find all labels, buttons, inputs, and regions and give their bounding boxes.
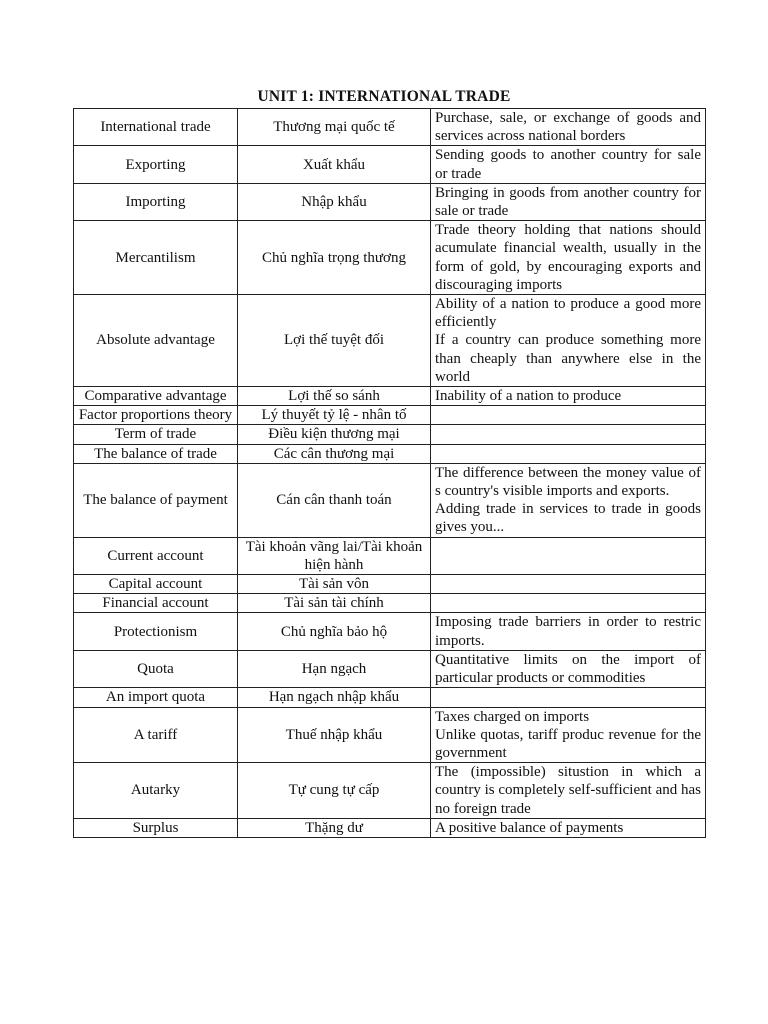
table-row: [74, 763, 706, 819]
definition-text: The (impossible) situstion in which a country is completely self-sufficient and has no foreign trade: [435, 764, 701, 817]
definition-text: Trade theory holding that nations should acumulate financial wealth, usually in the form of gold, by encouraging exports and discouraging imports: [435, 222, 701, 293]
definition-cell: [431, 613, 706, 650]
table-row: [74, 109, 706, 146]
definition-text: Purchase, sale, or exchange of goods and services across national borders: [435, 110, 701, 145]
vietnamese-cell: Lợi thế so sánh: [238, 387, 431, 406]
definition-cell: [431, 688, 706, 707]
table-row: [74, 818, 706, 837]
glossary-body: [74, 109, 706, 838]
table-row: [74, 463, 706, 537]
table-row: [74, 444, 706, 463]
term-cell: Capital account: [74, 575, 238, 594]
definition-cell: [431, 183, 706, 220]
table-row: [74, 537, 706, 574]
definition-cell: [431, 763, 706, 819]
term-cell: Exporting: [74, 146, 238, 183]
term-cell: Absolute advantage: [74, 295, 238, 387]
definition-text: Taxes charged on imports: [435, 708, 590, 725]
vietnamese-cell: Xuất khẩu: [238, 146, 431, 183]
definition-text: Bringing in goods from another country for sale or trade: [435, 184, 701, 220]
table-row: [74, 406, 706, 425]
definition-cell: [431, 406, 706, 425]
term-cell: Importing: [74, 183, 238, 220]
vietnamese-cell: Tài sản tài chính: [238, 594, 431, 613]
definition-cell: [431, 575, 706, 594]
definition-text: A positive balance of payments: [435, 819, 624, 836]
table-row: [74, 575, 706, 594]
term-cell: Factor proportions theory: [74, 406, 238, 425]
term-cell: Protectionism: [74, 613, 238, 650]
vietnamese-cell: Cán cân thanh toán: [238, 463, 431, 537]
definition-cell: [431, 109, 706, 146]
page-title: UNIT 1: INTERNATIONAL TRADE: [257, 88, 511, 105]
definition-text: Ability of a nation to produce a good more efficiently: [435, 296, 701, 331]
table-row: [74, 650, 706, 687]
term-cell: A tariff: [74, 707, 238, 763]
vietnamese-cell: Tài sản vôn: [238, 575, 431, 594]
vietnamese-cell: Chủ nghĩa bảo hộ: [238, 613, 431, 650]
definition-text: Unlike quotas, tariff produc revenue for the government: [435, 726, 701, 761]
term-cell: Quota: [74, 650, 238, 687]
definition-text: Quantitative limits on the import of particular products or commodities: [435, 651, 701, 687]
definition-cell: [431, 295, 706, 387]
term-cell: International trade: [74, 109, 238, 146]
table-row: [74, 594, 706, 613]
table-row: [74, 387, 706, 406]
definition-cell: [431, 650, 706, 687]
vietnamese-cell: Thặng dư: [238, 818, 431, 837]
term-cell: The balance of trade: [74, 444, 238, 463]
table-row: [74, 688, 706, 707]
definition-text: Imposing trade barriers in order to restric imports.: [435, 614, 701, 649]
definition-cell: [431, 594, 706, 613]
definition-cell: [431, 146, 706, 183]
vietnamese-cell: Lý thuyết tỷ lệ - nhân tố: [238, 406, 431, 425]
vietnamese-cell: Nhập khẩu: [238, 183, 431, 220]
vietnamese-cell: Hạn ngạch nhập khẩu: [238, 688, 431, 707]
definition-cell: [431, 425, 706, 444]
definition-text: Adding trade in services to trade in goods gives you...: [435, 501, 701, 536]
table-row: [74, 295, 706, 387]
vietnamese-cell: Điều kiện thương mại: [238, 425, 431, 444]
definition-text: Sending goods to another country for sale or trade: [435, 147, 701, 182]
definition-cell: [431, 444, 706, 463]
term-cell: Current account: [74, 537, 238, 574]
vietnamese-cell: Chủ nghĩa trọng thương: [238, 221, 431, 295]
vietnamese-cell: Thương mại quốc tế: [238, 109, 431, 146]
glossary-table: [73, 108, 706, 838]
vietnamese-cell: Tự cung tự cấp: [238, 763, 431, 819]
term-cell: Surplus: [74, 818, 238, 837]
term-cell: Financial account: [74, 594, 238, 613]
definition-cell: [431, 463, 706, 537]
definition-cell: [431, 818, 706, 837]
term-cell: The balance of payment: [74, 463, 238, 537]
table-row: [74, 146, 706, 183]
vietnamese-cell: Tài khoản vãng lai/Tài khoản hiện hành: [238, 537, 431, 574]
table-row: [74, 425, 706, 444]
vietnamese-cell: Các cân thương mại: [238, 444, 431, 463]
definition-text: The difference between the money value of s country's visible imports and exports.: [435, 464, 701, 500]
table-row: [74, 221, 706, 295]
vietnamese-cell: Thuế nhập khẩu: [238, 707, 431, 763]
table-row: [74, 707, 706, 763]
vietnamese-cell: Lợi thế tuyệt đối: [238, 295, 431, 387]
definition-cell: [431, 707, 706, 763]
definition-cell: [431, 537, 706, 574]
table-row: [74, 613, 706, 650]
term-cell: Autarky: [74, 763, 238, 819]
term-cell: Comparative advantage: [74, 387, 238, 406]
definition-text: Inability of a nation to produce: [435, 388, 622, 405]
definition-cell: [431, 387, 706, 406]
term-cell: An import quota: [74, 688, 238, 707]
term-cell: Mercantilism: [74, 221, 238, 295]
table-row: [74, 183, 706, 220]
definition-text: If a country can produce something more than cheaply than anywhere else in the world: [435, 332, 701, 385]
term-cell: Term of trade: [74, 425, 238, 444]
definition-cell: [431, 221, 706, 295]
vietnamese-cell: Hạn ngạch: [238, 650, 431, 687]
